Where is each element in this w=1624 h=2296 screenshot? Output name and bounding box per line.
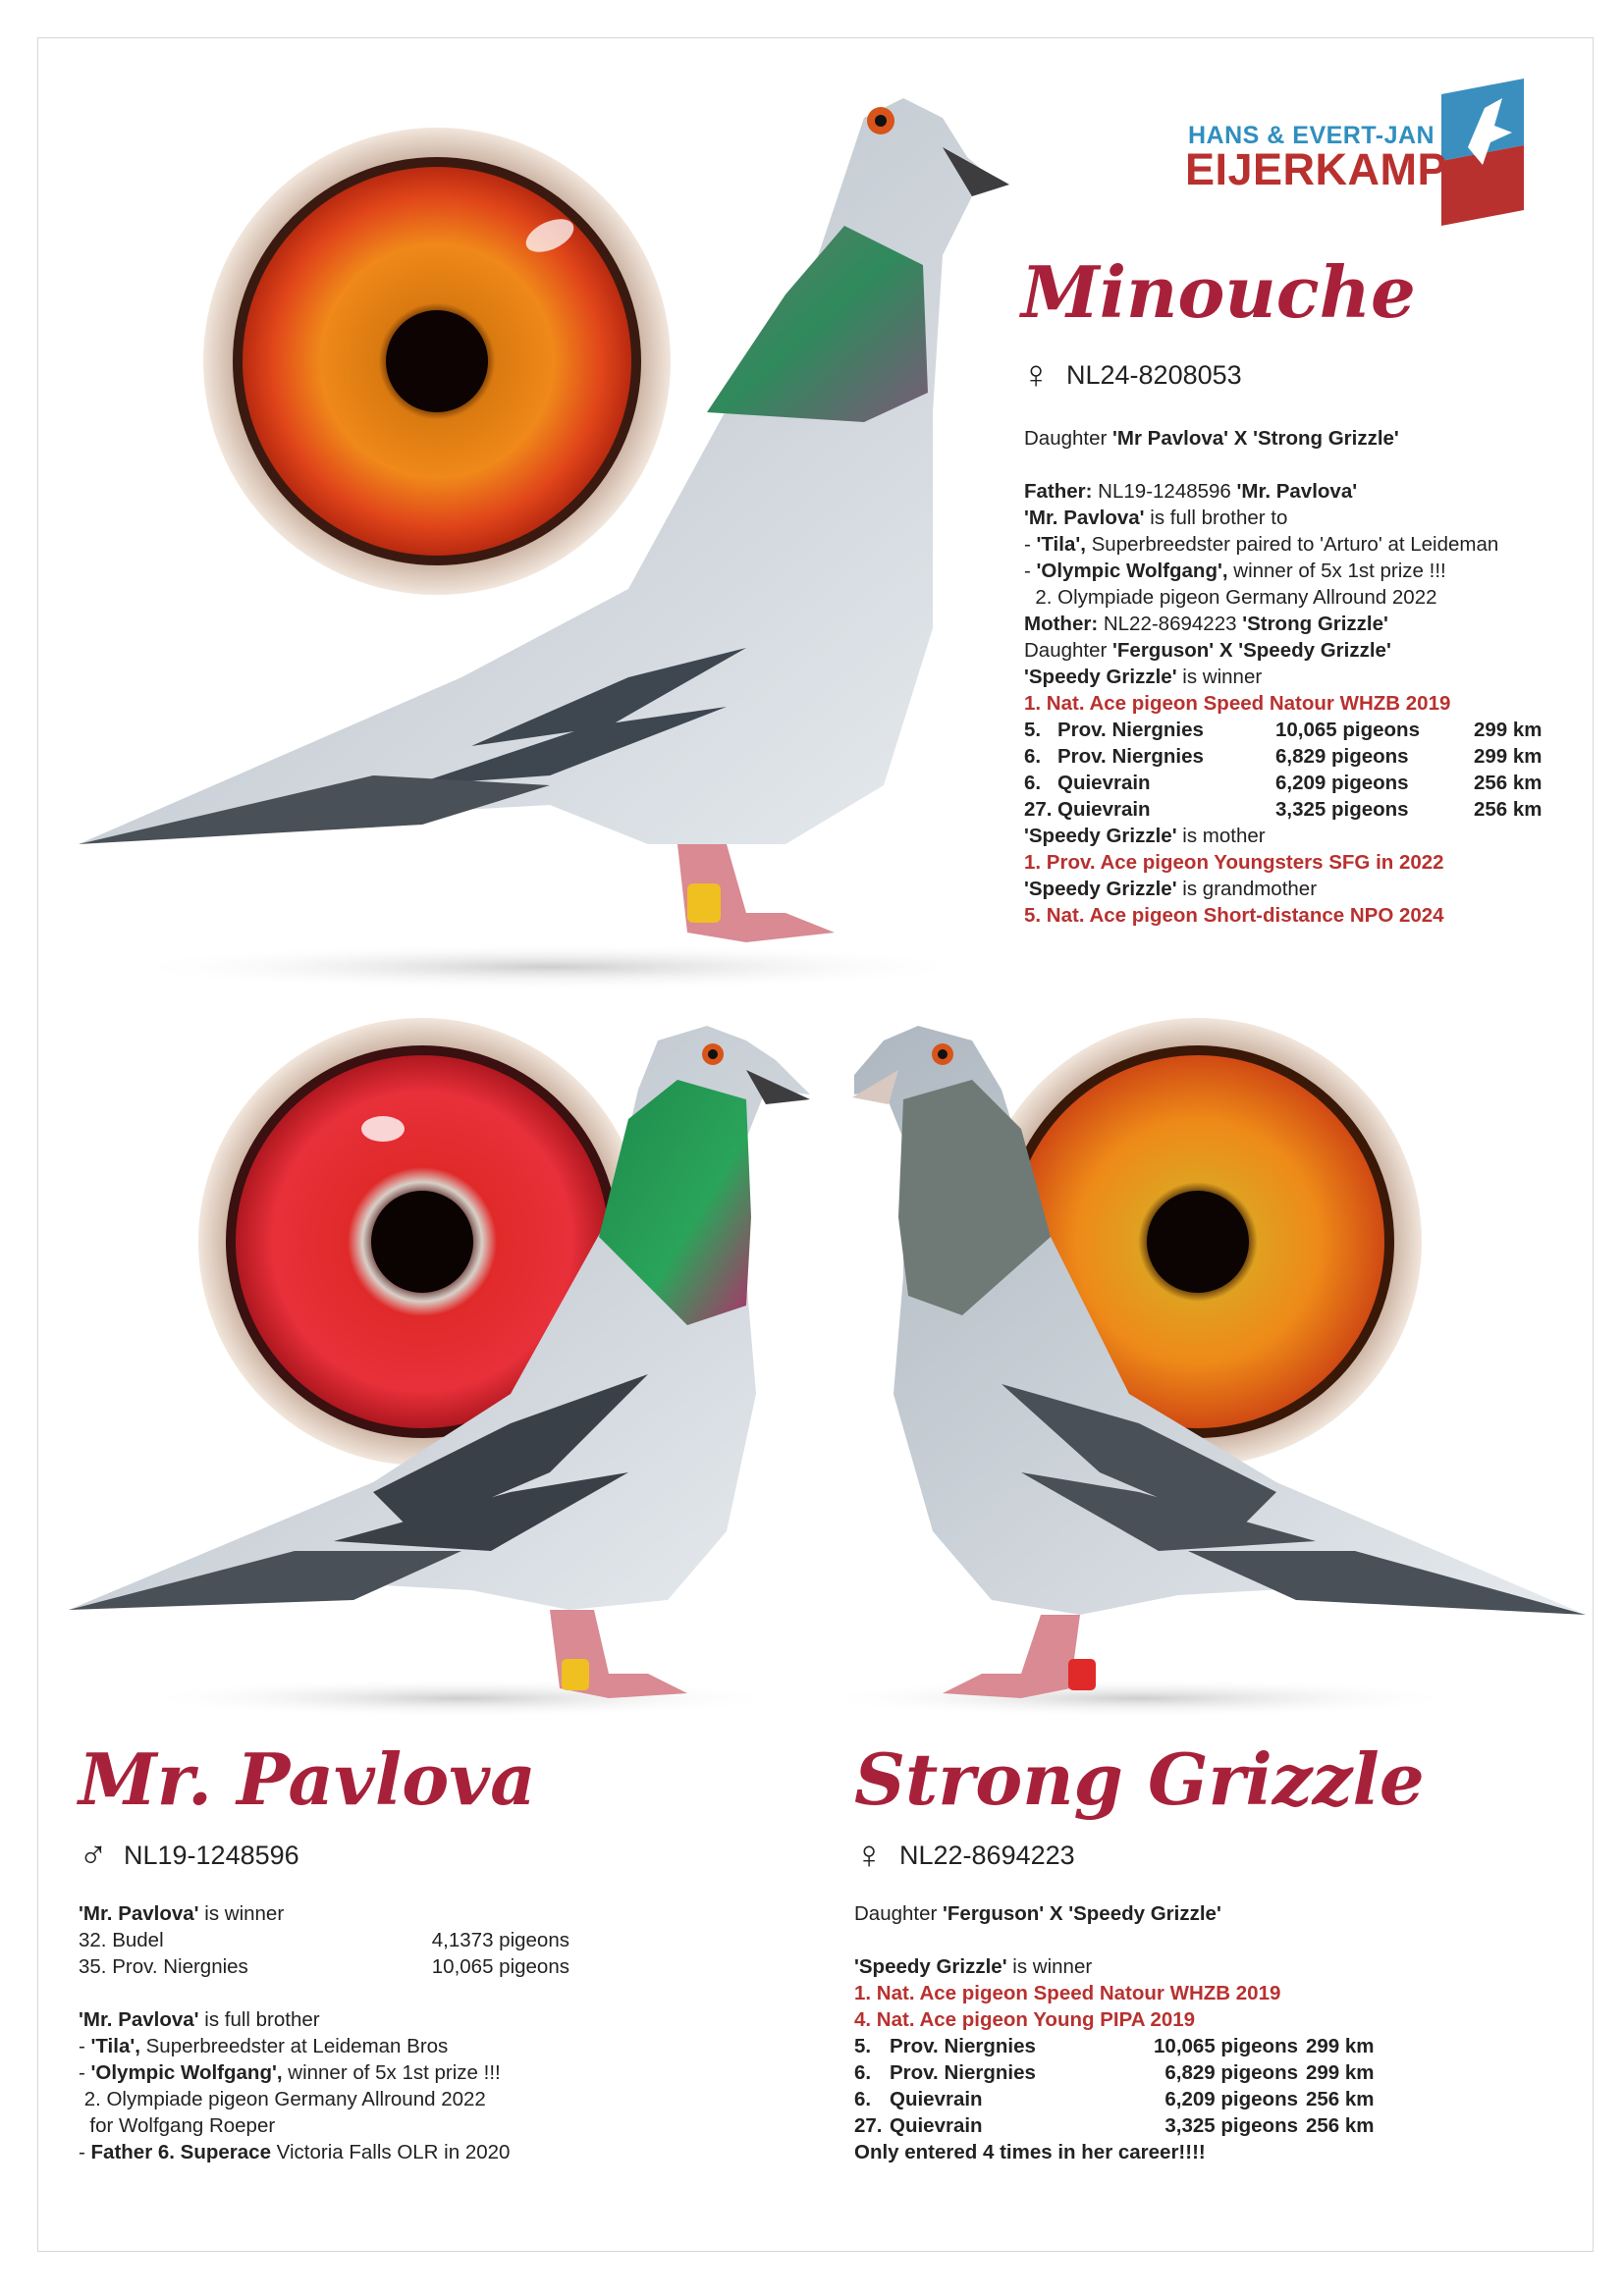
grizzle-result-row: 27. Quievrain 3,325 pigeons 256 km (854, 2114, 1375, 2137)
grizzle-result-row: 5. Prov. Niergnies 10,065 pigeons 299 km (854, 2035, 1375, 2057)
minouche-ring: NL24-8208053 (1066, 359, 1242, 390)
pavlova-full-brother: 'Mr. Pavlova' is full brother (79, 2008, 320, 2031)
logo-line2: EIJERKAMP (1185, 144, 1448, 194)
grizzle-result-row: 6. Quievrain 6,209 pigeons 256 km (854, 2088, 1375, 2110)
grizzle-details (854, 1900, 1443, 2165)
pavlova-ring-row (79, 1836, 299, 1875)
logo-line1: HANS & EVERT-JAN (1188, 122, 1435, 149)
male-icon: ♂ (79, 1834, 108, 1877)
pavlova-wolfgang: - 'Olympic Wolfgang', winner of 5x 1st prize !!! (79, 2061, 501, 2084)
minouche-result-row: 5. Prov. Niergnies 10,065 pigeons 299 km (1024, 719, 1543, 741)
minouche-sg-mother: 'Speedy Grizzle' is mother (1024, 825, 1266, 847)
minouche-sg-grandmother: 'Speedy Grizzle' is grandmother (1024, 878, 1318, 900)
minouche-wolfgang-2: 2. Olympiade pigeon Germany Allround 2022 (1024, 586, 1437, 609)
minouche-ace-2: 1. Prov. Ace pigeon Youngsters SFG in 2022 (1024, 851, 1444, 874)
pavlova-result-row: 35. Prov. Niergnies 10,065 pigeons (79, 1955, 569, 1978)
grizzle-ace-1: 1. Nat. Ace pigeon Speed Natour WHZB 2019 (854, 1982, 1281, 2004)
minouche-name: Minouche (1021, 250, 1416, 334)
pavlova-wolfgang-3: for Wolfgang Roeper (79, 2114, 276, 2137)
eijerkamp-logo-mark (1441, 79, 1524, 226)
minouche-father: Father: NL19-1248596 'Mr. Pavlova' (1024, 480, 1358, 503)
pavlova-tila: - 'Tila', Superbreedster at Leideman Bros (79, 2035, 449, 2057)
grizzle-closing: Only entered 4 times in her career!!!! (854, 2141, 1206, 2163)
minouche-ring-row (1021, 355, 1242, 395)
pavlova-winner: 'Mr. Pavlova' is winner (79, 1902, 285, 1925)
grizzle-result-row: 6. Prov. Niergnies 6,829 pigeons 299 km (854, 2061, 1375, 2084)
grizzle-name: Strong Grizzle (854, 1737, 1425, 1821)
minouche-pedigree (1024, 425, 1574, 929)
pavlova-father: - Father 6. Superace Victoria Falls OLR in 2020 (79, 2141, 511, 2163)
pavlova-name: Mr. Pavlova (79, 1737, 536, 1821)
minouche-father-brother: 'Mr. Pavlova' is full brother to (1024, 507, 1288, 529)
minouche-tila: - 'Tila', Superbreedster paired to 'Arturo' at Leideman (1024, 533, 1499, 556)
minouche-subtitle: Daughter 'Mr Pavlova' X 'Strong Grizzle' (1024, 427, 1399, 450)
pavlova-wolfgang-2: 2. Olympiade pigeon Germany Allround 2022 (79, 2088, 486, 2110)
minouche-sg-winner: 'Speedy Grizzle' is winner (1024, 666, 1263, 688)
female-icon: ♀ (854, 1834, 884, 1877)
pavlova-details (79, 1900, 628, 2165)
minouche-result-row: 6. Prov. Niergnies 6,829 pigeons 299 km (1024, 745, 1543, 768)
grizzle-subtitle: Daughter 'Ferguson' X 'Speedy Grizzle' (854, 1902, 1221, 1925)
grizzle-sg-winner: 'Speedy Grizzle' is winner (854, 1955, 1093, 1978)
minouche-result-row: 6. Quievrain 6,209 pigeons 256 km (1024, 772, 1543, 794)
pavlova-ring: NL19-1248596 (124, 1840, 299, 1870)
minouche-mother-parents: Daughter 'Ferguson' X 'Speedy Grizzle' (1024, 639, 1391, 662)
minouche-ace-3: 5. Nat. Ace pigeon Short-distance NPO 2024 (1024, 904, 1444, 927)
minouche-ace-1: 1. Nat. Ace pigeon Speed Natour WHZB 2019 (1024, 692, 1451, 715)
minouche-result-row: 27. Quievrain 3,325 pigeons 256 km (1024, 798, 1543, 821)
minouche-eye-image (203, 128, 671, 595)
minouche-wolfgang: - 'Olympic Wolfgang', winner of 5x 1st prize !!! (1024, 560, 1446, 582)
minouche-mother: Mother: NL22-8694223 'Strong Grizzle' (1024, 613, 1388, 635)
grizzle-ring-row (854, 1836, 1075, 1875)
grizzle-ace-2: 4. Nat. Ace pigeon Young PIPA 2019 (854, 2008, 1196, 2031)
female-icon: ♀ (1021, 353, 1051, 397)
pavlova-result-row: 32. Budel 4,1373 pigeons (79, 1929, 569, 1951)
grizzle-ring: NL22-8694223 (899, 1840, 1075, 1870)
